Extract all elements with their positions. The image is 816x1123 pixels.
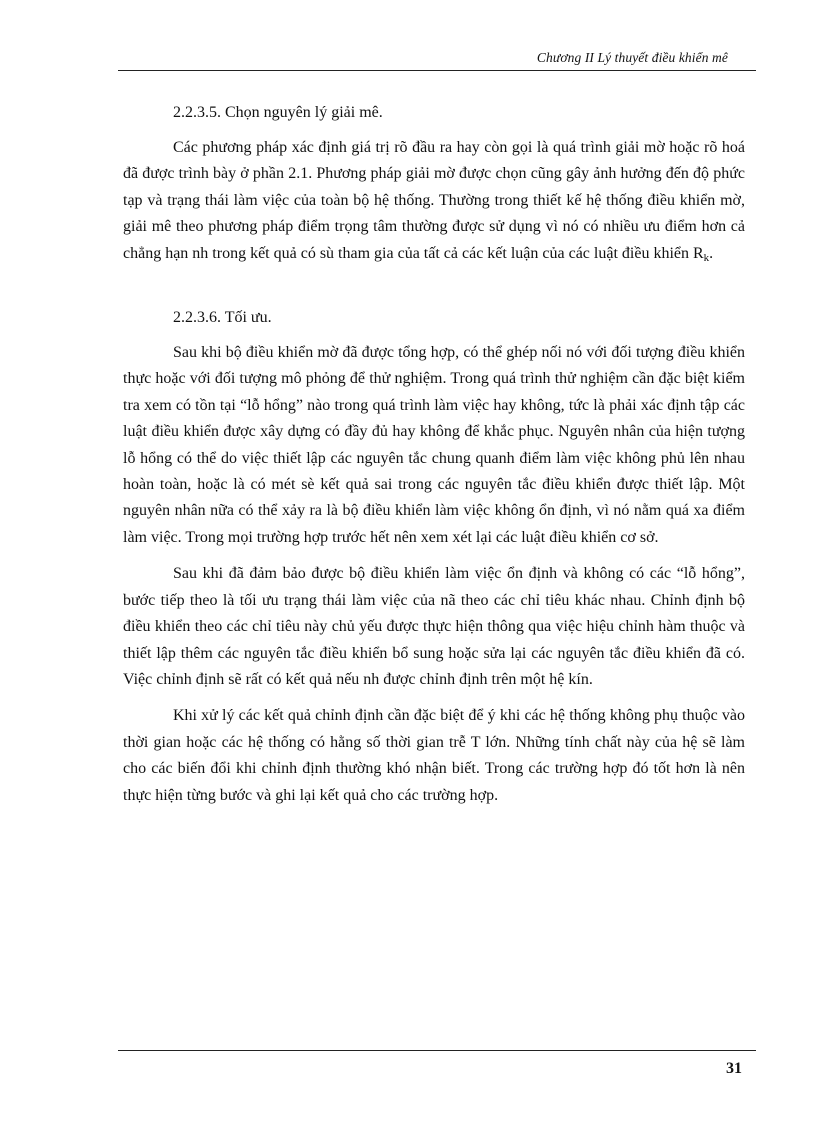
subscript-k: k (703, 251, 710, 264)
page-number: 31 (726, 1060, 742, 1077)
paragraph-tuning: Sau khi đã đảm bảo được bộ điều khiển làm việc ổn định và không có các “lỗ hổng”, bước tiếp theo là tối ưu trạng thái làm việc của nã theo các chỉ tiêu khác nhau. Chỉnh định bộ điều khiển theo các chỉ tiêu này chủ yếu được thực hiện thông qua việc hiệu chỉnh hàm thuộc và thiết lập thêm các nguyên tắc điều khiển bổ sung hoặc sửa lại các nguyên tắc điều khiển đã có. Việc chỉnh định sẽ rất có kết quả nếu nh được chỉnh định trên một hệ kín. (123, 565, 745, 688)
paragraph-defuzzification (123, 135, 745, 271)
page-body (123, 98, 745, 809)
paragraph-tuning-notes: Khi xử lý các kết quả chỉnh định cần đặc biệt để ý khi các hệ thống không phụ thuộc vào thời gian hoặc các hệ thống có hằng số thời gian trễ T lớn. Những tính chất này của hệ sẽ làm cho các biến đổi khi chỉnh định thường khó nhận biết. Trong các trường hợp đó tốt hơn là nên thực hiện từng bước và ghi lại kết quả cho các trường hợp. (123, 707, 745, 804)
section-heading-2-2-3-6: 2.2.3.6. Tối ưu. (173, 309, 272, 327)
section-heading-2-2-3-5: 2.2.3.5. Chọn nguyên lý giải mê. (173, 104, 383, 121)
page-header (118, 48, 756, 71)
paragraph-testing: Sau khi bộ điều khiển mờ đã được tổng hợp, có thể ghép nối nó với đối tượng điều khiển thực hoặc với đối tượng mô phỏng để thử nghiệm. Trong quá trình thử nghiệm cần đặc biệt kiểm tra xem có tồn tại “lỗ hổng” nào trong quá trình làm việc hay không, tức là phải xác định tập các luật điều khiển được xây dựng có đầy đủ hay không để khắc phục. Nguyên nhân của hiện tượng lỗ hổng có thể do việc thiết lập các nguyên tắc chung quanh điểm làm việc không phủ lên nhau hoàn toàn, hoặc là có mét sè kết quả sai trong các nguyên tắc điều khiển được thiết lập. Một nguyên nhân nữa có thể xảy ra là bộ điều khiển làm việc không ổn định, vì nó nằm quá xa điểm làm việc. Trong mọi trường hợp trước hết nên xem xét lại các luật điều khiển cơ sở. (123, 344, 745, 546)
paragraph-end: . (709, 244, 714, 262)
page-footer (118, 1050, 756, 1077)
paragraph-text: Các phương pháp xác định giá trị rõ đầu ra hay còn gọi là quá trình giải mờ hoặc rõ hoá đã được trình bày ở phần 2.1. Phương pháp giải mờ được chọn cũng gây ảnh hưởng đến độ phức tạp và trạng thái làm việc của toàn bộ hệ thống. Thường trong thiết kế hệ thống điều khiển mờ, giải mê theo phương pháp điểm trọng tâm thường được sử dụng vì nó có nhiều ưu điểm hơn cả chẳng hạn nh trong kết quả có sù tham gia của tất cả các kết luận của các luật điều khiển R (123, 139, 745, 262)
chapter-title: Chương II Lý thuyết điều khiển mê (536, 50, 728, 65)
